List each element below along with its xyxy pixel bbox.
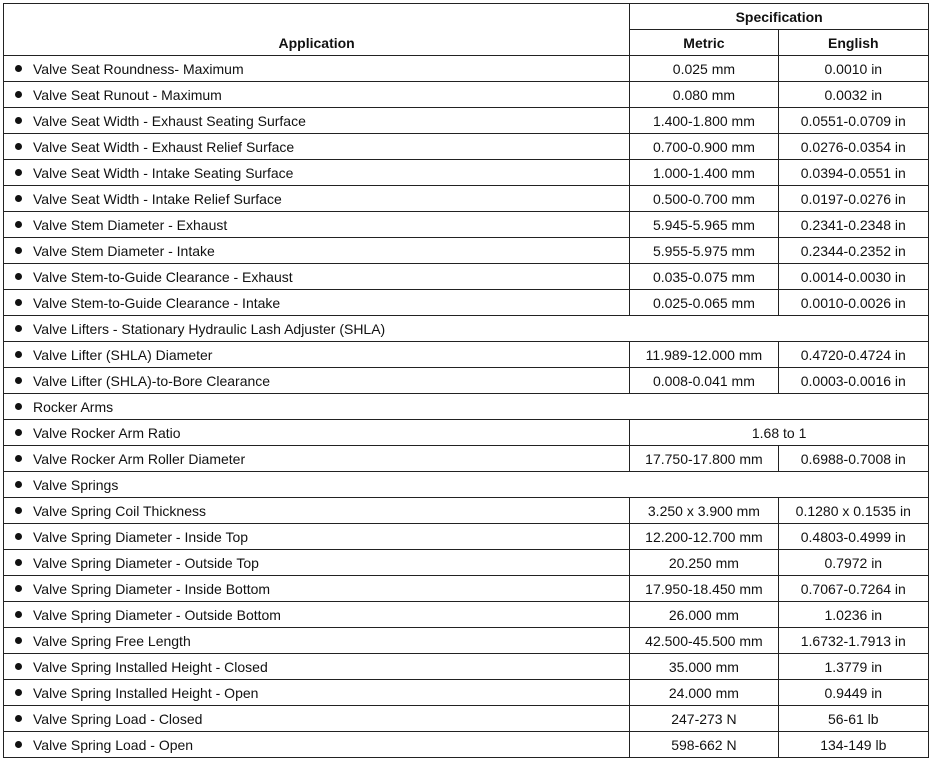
english-cell: 0.0197-0.0276 in bbox=[778, 186, 928, 212]
english-cell: 134-149 lb bbox=[778, 732, 928, 758]
application-cell bbox=[4, 654, 630, 680]
english-cell: 1.3779 in bbox=[778, 654, 928, 680]
application-cell bbox=[4, 290, 630, 316]
table-row bbox=[4, 576, 929, 602]
table-row bbox=[4, 186, 929, 212]
empty-cell bbox=[630, 394, 778, 420]
application-header: Application bbox=[4, 4, 630, 56]
table-row bbox=[4, 238, 929, 264]
application-label: Rocker Arms bbox=[33, 398, 114, 415]
application-cell bbox=[4, 212, 630, 238]
english-cell: 56-61 lb bbox=[778, 706, 928, 732]
english-cell: 0.0032 in bbox=[778, 82, 928, 108]
table-row bbox=[4, 160, 929, 186]
application-label: Valve Lifters - Stationary Hydraulic Lash Adjuster (SHLA) bbox=[33, 320, 386, 337]
english-cell: 0.1280 x 0.1535 in bbox=[778, 498, 928, 524]
application-label: Valve Stem-to-Guide Clearance - Intake bbox=[33, 294, 281, 311]
table-header bbox=[4, 4, 929, 56]
table-row bbox=[4, 108, 929, 134]
bullet-icon bbox=[15, 741, 22, 748]
metric-cell: 1.400-1.800 mm bbox=[630, 108, 778, 134]
bullet-icon bbox=[15, 195, 22, 202]
table-row bbox=[4, 264, 929, 290]
bullet-icon bbox=[15, 117, 22, 124]
metric-cell: 1.000-1.400 mm bbox=[630, 160, 778, 186]
english-cell: 0.2341-0.2348 in bbox=[778, 212, 928, 238]
application-cell bbox=[4, 238, 630, 264]
table-row bbox=[4, 446, 929, 472]
english-cell: 0.9449 in bbox=[778, 680, 928, 706]
application-label: Valve Stem-to-Guide Clearance - Exhaust bbox=[33, 268, 293, 285]
application-label: Valve Spring Diameter - Inside Bottom bbox=[33, 580, 271, 597]
table-row bbox=[4, 212, 929, 238]
metric-cell: 24.000 mm bbox=[630, 680, 778, 706]
metric-cell: 0.035-0.075 mm bbox=[630, 264, 778, 290]
english-cell: 0.0010 in bbox=[778, 56, 928, 82]
metric-cell: 17.950-18.450 mm bbox=[630, 576, 778, 602]
application-cell bbox=[4, 420, 630, 446]
table-row bbox=[4, 732, 929, 758]
application-cell bbox=[4, 342, 630, 368]
metric-cell: 17.750-17.800 mm bbox=[630, 446, 778, 472]
english-cell: 0.7067-0.7264 in bbox=[778, 576, 928, 602]
application-label: Valve Stem Diameter - Exhaust bbox=[33, 216, 228, 233]
table-row bbox=[4, 420, 929, 446]
table-row bbox=[4, 498, 929, 524]
empty-cell bbox=[778, 394, 928, 420]
metric-cell: 26.000 mm bbox=[630, 602, 778, 628]
application-label: Valve Spring Load - Open bbox=[33, 736, 194, 753]
application-label: Valve Seat Runout - Maximum bbox=[33, 86, 222, 103]
bullet-icon bbox=[15, 429, 22, 436]
table-row bbox=[4, 290, 929, 316]
valve-specifications-table bbox=[3, 3, 929, 758]
table-row bbox=[4, 82, 929, 108]
table-row bbox=[4, 680, 929, 706]
application-cell bbox=[4, 732, 630, 758]
application-label: Valve Seat Width - Intake Relief Surface bbox=[33, 190, 282, 207]
metric-cell: 5.945-5.965 mm bbox=[630, 212, 778, 238]
application-label: Valve Spring Free Length bbox=[33, 632, 191, 649]
metric-cell: 20.250 mm bbox=[630, 550, 778, 576]
application-cell bbox=[4, 134, 630, 160]
bullet-icon bbox=[15, 377, 22, 384]
application-cell bbox=[4, 576, 630, 602]
application-cell bbox=[4, 680, 630, 706]
metric-cell: 0.500-0.700 mm bbox=[630, 186, 778, 212]
bullet-icon bbox=[15, 663, 22, 670]
application-label: Valve Seat Width - Intake Seating Surface bbox=[33, 164, 294, 181]
application-cell bbox=[4, 56, 630, 82]
application-cell bbox=[4, 394, 630, 420]
metric-cell: 3.250 x 3.900 mm bbox=[630, 498, 778, 524]
table-section-row bbox=[4, 316, 929, 342]
metric-cell: 0.080 mm bbox=[630, 82, 778, 108]
english-cell: 1.6732-1.7913 in bbox=[778, 628, 928, 654]
bullet-icon bbox=[15, 351, 22, 358]
table-row bbox=[4, 550, 929, 576]
header-row-top bbox=[4, 4, 929, 30]
bullet-icon bbox=[15, 247, 22, 254]
application-label: Valve Rocker Arm Ratio bbox=[33, 424, 181, 441]
application-label: Valve Seat Width - Exhaust Seating Surface bbox=[33, 112, 306, 129]
english-cell: 0.0551-0.0709 in bbox=[778, 108, 928, 134]
bullet-icon bbox=[15, 403, 22, 410]
english-cell: 0.7972 in bbox=[778, 550, 928, 576]
bullet-icon bbox=[15, 91, 22, 98]
bullet-icon bbox=[15, 299, 22, 306]
application-label: Valve Seat Roundness- Maximum bbox=[33, 60, 244, 77]
metric-cell: 5.955-5.975 mm bbox=[630, 238, 778, 264]
english-header: English bbox=[778, 30, 928, 56]
english-cell: 0.0003-0.0016 in bbox=[778, 368, 928, 394]
table-row bbox=[4, 368, 929, 394]
combined-spec-cell: 1.68 to 1 bbox=[630, 420, 929, 446]
application-label: Valve Spring Diameter - Outside Bottom bbox=[33, 606, 281, 623]
bullet-icon bbox=[15, 325, 22, 332]
application-label: Valve Spring Coil Thickness bbox=[33, 502, 207, 519]
application-cell bbox=[4, 82, 630, 108]
application-cell bbox=[4, 498, 630, 524]
bullet-icon bbox=[15, 65, 22, 72]
empty-cell bbox=[778, 472, 928, 498]
application-label: Valve Lifter (SHLA) Diameter bbox=[33, 346, 213, 363]
metric-cell: 11.989-12.000 mm bbox=[630, 342, 778, 368]
metric-cell: 0.008-0.041 mm bbox=[630, 368, 778, 394]
application-cell bbox=[4, 706, 630, 732]
application-cell bbox=[4, 602, 630, 628]
metric-cell: 0.025-0.065 mm bbox=[630, 290, 778, 316]
table-row bbox=[4, 134, 929, 160]
table-row bbox=[4, 342, 929, 368]
table-section-row bbox=[4, 472, 929, 498]
table-body bbox=[4, 56, 929, 758]
english-cell: 0.0014-0.0030 in bbox=[778, 264, 928, 290]
table-row bbox=[4, 524, 929, 550]
english-cell: 0.0394-0.0551 in bbox=[778, 160, 928, 186]
application-label: Valve Spring Installed Height - Open bbox=[33, 684, 259, 701]
application-label: Valve Seat Width - Exhaust Relief Surface bbox=[33, 138, 295, 155]
application-cell bbox=[4, 628, 630, 654]
application-cell bbox=[4, 524, 630, 550]
table-row bbox=[4, 628, 929, 654]
bullet-icon bbox=[15, 585, 22, 592]
application-cell bbox=[4, 472, 630, 498]
english-cell: 1.0236 in bbox=[778, 602, 928, 628]
bullet-icon bbox=[15, 481, 22, 488]
metric-cell: 35.000 mm bbox=[630, 654, 778, 680]
bullet-icon bbox=[15, 143, 22, 150]
application-label: Valve Spring Load - Closed bbox=[33, 710, 203, 727]
english-cell: 0.4803-0.4999 in bbox=[778, 524, 928, 550]
application-cell bbox=[4, 108, 630, 134]
bullet-icon bbox=[15, 169, 22, 176]
application-label: Valve Spring Installed Height - Closed bbox=[33, 658, 268, 675]
application-cell bbox=[4, 160, 630, 186]
bullet-icon bbox=[15, 715, 22, 722]
application-label: Valve Springs bbox=[33, 476, 119, 493]
metric-cell: 247-273 N bbox=[630, 706, 778, 732]
table-row bbox=[4, 706, 929, 732]
application-label: Valve Stem Diameter - Intake bbox=[33, 242, 215, 259]
bullet-icon bbox=[15, 273, 22, 280]
specification-header: Specification bbox=[630, 4, 929, 30]
bullet-icon bbox=[15, 559, 22, 566]
application-cell bbox=[4, 186, 630, 212]
application-label: Valve Lifter (SHLA)-to-Bore Clearance bbox=[33, 372, 271, 389]
english-cell: 0.2344-0.2352 in bbox=[778, 238, 928, 264]
english-cell: 0.6988-0.7008 in bbox=[778, 446, 928, 472]
application-cell bbox=[4, 446, 630, 472]
metric-cell: 42.500-45.500 mm bbox=[630, 628, 778, 654]
application-label: Valve Rocker Arm Roller Diameter bbox=[33, 450, 246, 467]
table-section-row bbox=[4, 394, 929, 420]
application-label: Valve Spring Diameter - Inside Top bbox=[33, 528, 249, 545]
application-cell bbox=[4, 264, 630, 290]
table-row bbox=[4, 602, 929, 628]
metric-cell: 0.700-0.900 mm bbox=[630, 134, 778, 160]
bullet-icon bbox=[15, 533, 22, 540]
table-row bbox=[4, 654, 929, 680]
metric-cell: 598-662 N bbox=[630, 732, 778, 758]
english-cell: 0.0010-0.0026 in bbox=[778, 290, 928, 316]
bullet-icon bbox=[15, 611, 22, 618]
metric-cell: 12.200-12.700 mm bbox=[630, 524, 778, 550]
metric-header: Metric bbox=[630, 30, 778, 56]
bullet-icon bbox=[15, 507, 22, 514]
bullet-icon bbox=[15, 637, 22, 644]
empty-cell bbox=[630, 316, 778, 342]
english-cell: 0.0276-0.0354 in bbox=[778, 134, 928, 160]
english-cell: 0.4720-0.4724 in bbox=[778, 342, 928, 368]
bullet-icon bbox=[15, 455, 22, 462]
bullet-icon bbox=[15, 689, 22, 696]
empty-cell bbox=[630, 472, 778, 498]
table-row bbox=[4, 56, 929, 82]
empty-cell bbox=[778, 316, 928, 342]
application-cell bbox=[4, 368, 630, 394]
bullet-icon bbox=[15, 221, 22, 228]
metric-cell: 0.025 mm bbox=[630, 56, 778, 82]
application-cell bbox=[4, 550, 630, 576]
application-label: Valve Spring Diameter - Outside Top bbox=[33, 554, 259, 571]
application-cell bbox=[4, 316, 630, 342]
